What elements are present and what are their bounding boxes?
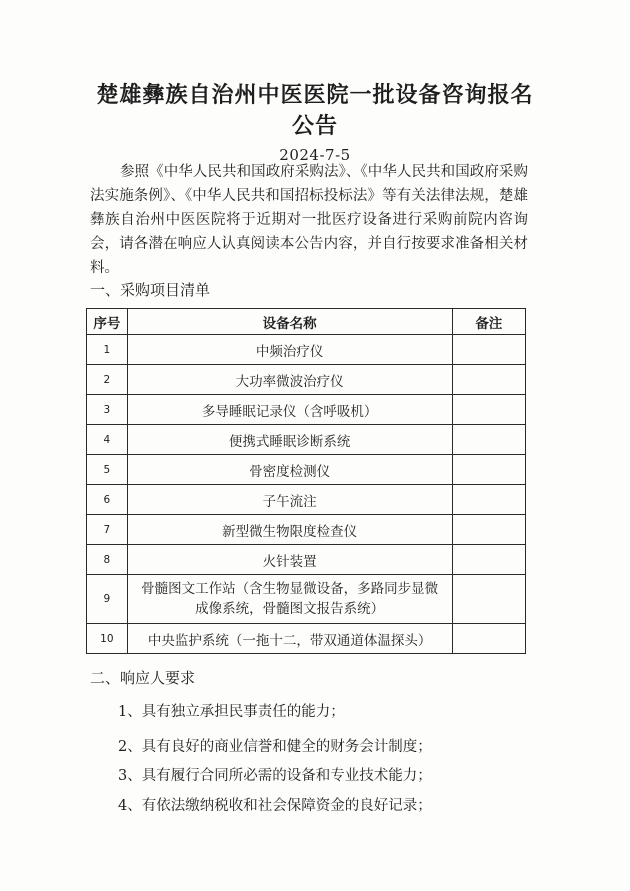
table-header-row [87,309,526,335]
equipment-name: 骨髓图文工作站（含生物显微设备，多路同步显微成像系统，骨髓图文报告系统） [127,575,452,624]
row-note [452,455,525,485]
publish-date: 2024-7-5 [279,146,351,164]
row-number: 4 [87,425,128,455]
row-note [452,365,525,395]
row-note [452,395,525,425]
requirement-item: 3、具有履行合同所必需的设备和专业技术能力； [118,768,432,784]
equipment-name: 中频治疗仪 [127,335,452,365]
equipment-name: 中央监护系统（一拖十二，带双通道体温探头） [127,624,452,654]
table-row [87,575,526,624]
row-note [452,624,525,654]
table-row [87,395,526,425]
row-note [452,485,525,515]
header-equipment-name: 设备名称 [127,309,452,335]
equipment-name: 新型微生物限度检查仪 [127,515,452,545]
table-row [87,425,526,455]
requirement-item: 1、具有独立承担民事责任的能力； [118,704,345,720]
equipment-name: 大功率微波治疗仪 [127,365,452,395]
table-row [87,515,526,545]
row-number: 10 [87,624,128,654]
row-number: 6 [87,485,128,515]
row-number: 3 [87,395,128,425]
equipment-name: 骨密度检测仪 [127,455,452,485]
row-note [452,425,525,455]
equipment-name: 便携式睡眠诊断系统 [127,425,452,455]
requirement-item: 2、具有良好的商业信誉和健全的财务会计制度； [118,739,432,755]
row-note [452,575,525,624]
table-row [87,545,526,575]
intro-paragraph: 参照《中华人民共和国政府采购法》、《中华人民共和国政府采购法实施条例》、《中华人民共和国招标投标法》等有关法律法规，楚雄彝族自治州中医医院将于近期对一批医疗设备进行采购前院内咨询会，请各潜在响应人认真阅读本公告内容，并自行按要求准备相关材料。 [90,164,528,276]
table-row [87,335,526,365]
row-number: 2 [87,365,128,395]
table-row [87,365,526,395]
header-serial-number: 序号 [87,309,128,335]
row-number: 9 [87,575,128,624]
row-note [452,545,525,575]
table-row [87,485,526,515]
row-number: 7 [87,515,128,545]
row-number: 1 [87,335,128,365]
equipment-name: 多导睡眠记录仪（含呼吸机） [127,395,452,425]
section-heading-procurement-list: 一、采购项目清单 [90,281,211,299]
equipment-name: 子午流注 [127,485,452,515]
procurement-items-table [86,308,526,654]
document-title: 楚雄彝族自治州中医医院一批设备咨询报名公告 [96,82,534,139]
section-heading-respondent-requirements: 二、响应人要求 [90,669,196,687]
row-number: 8 [87,545,128,575]
row-number: 5 [87,455,128,485]
requirement-item: 4、有依法缴纳税收和社会保障资金的良好记录； [118,798,432,814]
row-note [452,515,525,545]
header-remarks: 备注 [452,309,525,335]
table-row [87,624,526,654]
equipment-name: 火针装置 [127,545,452,575]
row-note [452,335,525,365]
table-row [87,455,526,485]
